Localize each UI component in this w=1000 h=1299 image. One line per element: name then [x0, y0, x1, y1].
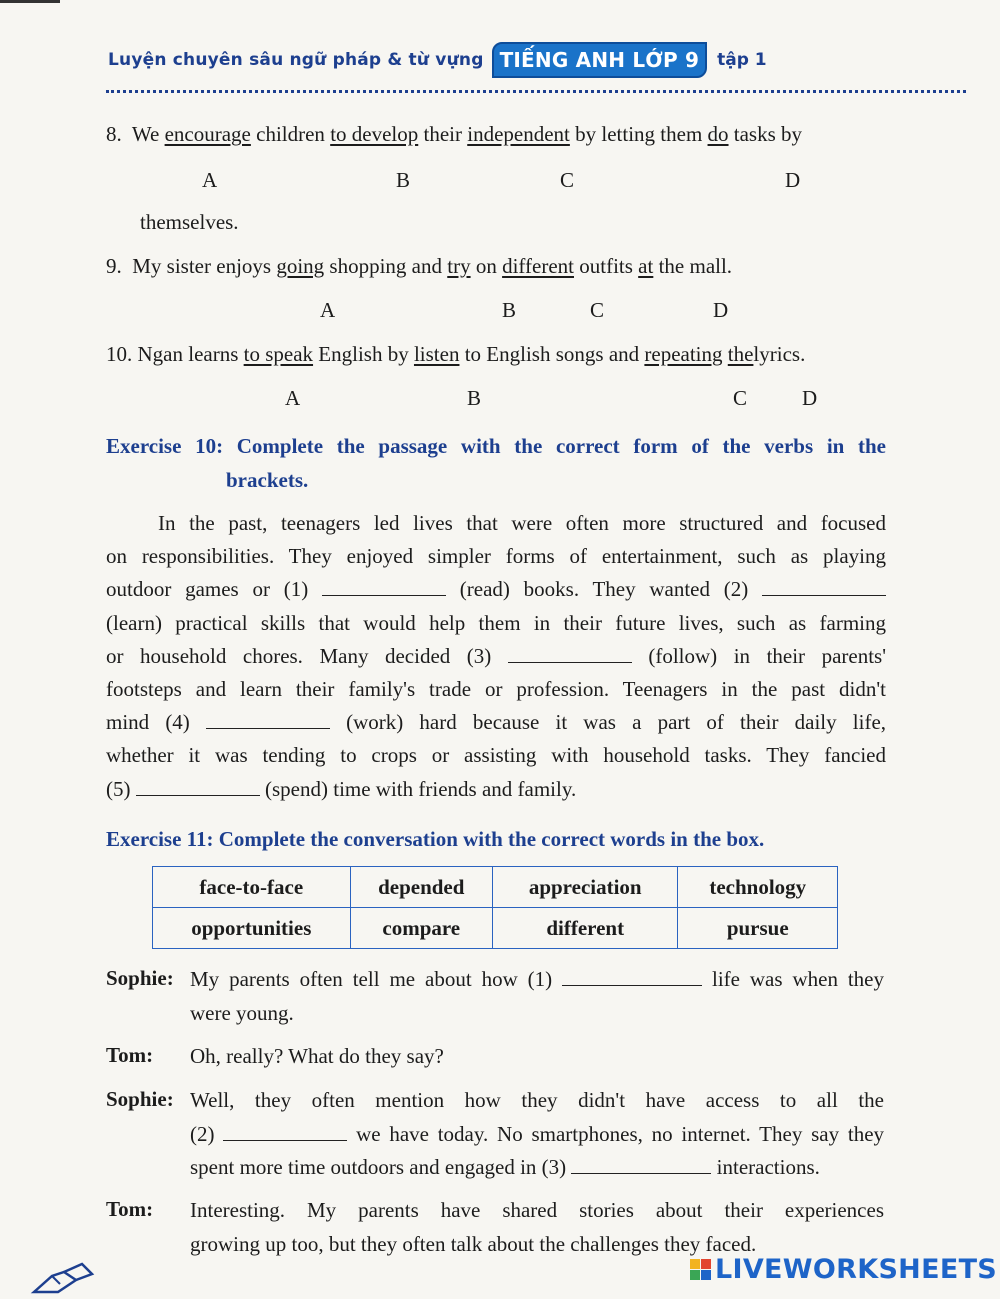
- question-8: 8. We encourage children to develop their independent by letting them do tasks by: [106, 122, 803, 146]
- word-box: [152, 866, 838, 949]
- exercise-10-passage: In the past, teenagers led lives that were often more structured and focused on responsibilities. They enjoyed simpler forms of entertainment, such as playing outdoor games or (1) (read) books. They wanted (2) (learn) practical skills that would help them in their future lives, such as farming or household chores. Many decided (3) (follow) in their parents' footsteps and learn their family's trade or profession. Teenagers in the past didn't mind (4) (work) hard because it was a part of their daily life, whether it was tending to crops or assisting with household tasks. They fancied (5) (spend) time with friends and family.: [106, 511, 887, 801]
- speaker-label: Sophie:: [106, 966, 174, 990]
- q10-label-a: A: [285, 386, 301, 410]
- q9-option-c: different: [502, 254, 574, 278]
- q8-label-a: A: [202, 168, 218, 192]
- question-10: 10. Ngan learns to speak English by listen to English songs and repeating thelyrics.: [106, 342, 806, 366]
- q10-option-c: repeating: [644, 342, 723, 366]
- word-box-cell: technology: [678, 867, 838, 908]
- word-box-cell: appreciation: [492, 867, 678, 908]
- q10-option-b: listen: [413, 342, 460, 366]
- exercise-10-title-cont: brackets.: [226, 468, 309, 492]
- blank-4-input[interactable]: [206, 710, 330, 729]
- blank-3-input[interactable]: [508, 644, 632, 663]
- q8-label-c: C: [560, 168, 575, 192]
- word-box-cell: depended: [350, 867, 492, 908]
- blank-5-input[interactable]: [136, 777, 260, 796]
- word-box-cell: compare: [350, 908, 492, 949]
- header-divider: [106, 90, 966, 93]
- q8-option-b: to develop: [330, 122, 419, 146]
- speaker-label: Sophie:: [106, 1087, 174, 1111]
- dialogue-blank-3-input[interactable]: [571, 1155, 711, 1174]
- q9-label-d: D: [713, 298, 729, 322]
- exercise-10-title: Exercise 10: Complete the passage with the correct form of the verbs in the: [106, 434, 886, 458]
- q8-option-a: encourage: [164, 122, 251, 146]
- dialogue-line-2: Oh, really? What do they say?: [190, 1044, 444, 1068]
- question-9: 9. My sister enjoys going shopping and try on different outfits at the mall.: [106, 254, 733, 278]
- q8-continuation: themselves.: [140, 210, 239, 234]
- series-title: Luyện chuyên sâu ngữ pháp & từ vựng: [108, 50, 484, 70]
- q10-label-d: D: [802, 386, 818, 410]
- word-box-cell: different: [492, 908, 678, 949]
- exercise-11-title: Exercise 11: Complete the conversation with the correct words in the box.: [106, 827, 765, 851]
- speaker-label: Tom:: [106, 1043, 154, 1067]
- dialogue-line-1: My parents often tell me about how (1) life was when they were young.: [190, 967, 885, 1025]
- watermark-text: LIVEWORKSHEETS: [715, 1254, 998, 1285]
- top-edge-line: [0, 0, 60, 3]
- q10-label-c: C: [733, 386, 748, 410]
- speaker-label: Tom:: [106, 1197, 154, 1221]
- q8-option-c: independent: [467, 122, 570, 146]
- dialogue-blank-1-input[interactable]: [562, 967, 702, 986]
- q10-label-b: B: [467, 386, 482, 410]
- q9-label-c: C: [590, 298, 605, 322]
- pencil-icon: [30, 1262, 100, 1299]
- word-box-cell: opportunities: [153, 908, 351, 949]
- q9-label-b: B: [502, 298, 517, 322]
- word-box-cell: face-to-face: [153, 867, 351, 908]
- q9-option-d: at: [638, 254, 654, 278]
- logo-grid-icon: [690, 1259, 711, 1280]
- q9-label-a: A: [320, 298, 336, 322]
- dialogue-line-3: Well, they often mention how they didn't have access to all the (2) we have today. No smartphones, no internet. They say they spent more time outdoors and engaged in (3) interactions.: [190, 1088, 885, 1179]
- dialogue-line-4: Interesting. My parents have shared stories about their experiences growing up too, but they often talk about the challenges they faced.: [190, 1198, 884, 1256]
- blank-2-input[interactable]: [762, 577, 886, 596]
- q8-label-d: D: [785, 168, 801, 192]
- q8-label-b: B: [396, 168, 411, 192]
- word-box-cell: pursue: [678, 908, 838, 949]
- q8-option-d: do: [707, 122, 729, 146]
- grade-badge: TIẾNG ANH LỚP 9: [492, 42, 708, 78]
- q9-option-a: going: [276, 254, 325, 278]
- volume-label: tập 1: [717, 50, 767, 70]
- q9-option-b: try: [447, 254, 471, 278]
- q10-option-d: the: [727, 342, 754, 366]
- blank-1-input[interactable]: [322, 577, 446, 596]
- liveworksheets-logo: [690, 1254, 997, 1285]
- q10-option-a: to speak: [243, 342, 314, 366]
- page-header: [108, 38, 767, 82]
- dialogue-blank-2-input[interactable]: [223, 1122, 347, 1141]
